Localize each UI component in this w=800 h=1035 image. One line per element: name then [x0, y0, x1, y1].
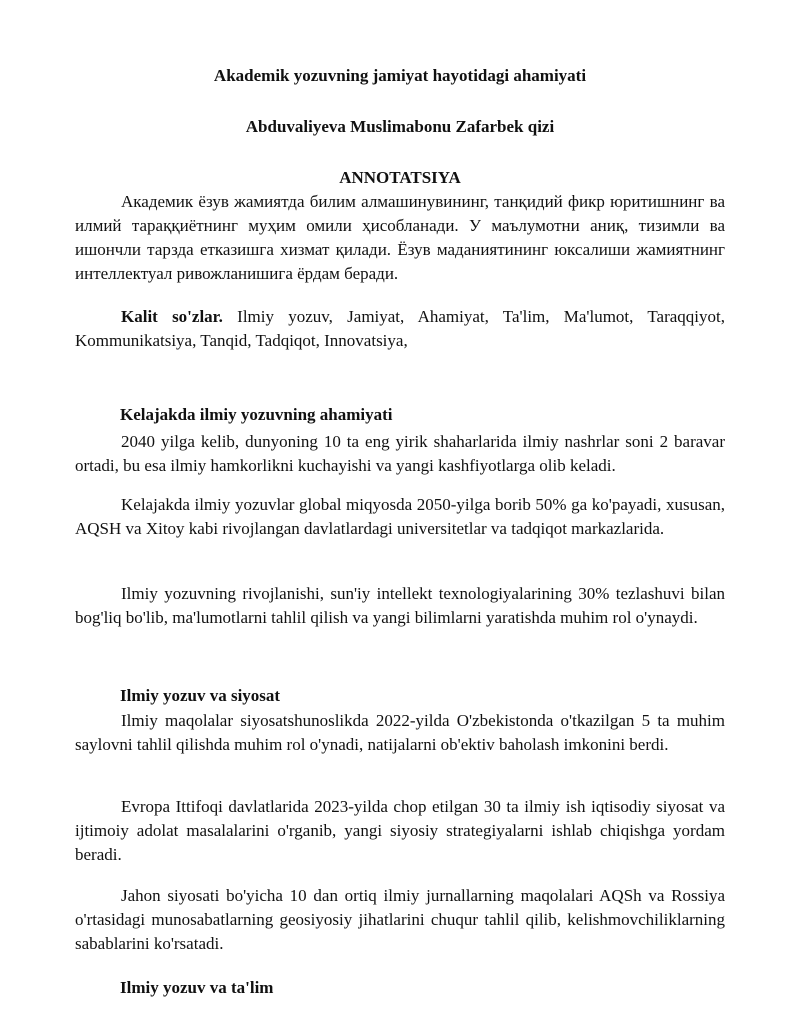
author-name: Abduvaliyeva Muslimabonu Zafarbek qizi [245, 117, 555, 136]
keywords-text: Ilmiy yozuv, Jamiyat, Ahamiyat, Ta'lim, Ma'lumot, Taraqqiyot, Kommunikatsiya, Tanqid, Tadqiqot, Innovatsiya, [75, 307, 725, 350]
future-paragraph-2: Kelajakda ilmiy yozuvlar global miqyosda 2050-yilga borib 50% ga ko'payadi, xususan, AQSH va Xitoy kabi rivojlangan davlatlardagi universitetlar va tadqiqot markazlarida. [75, 495, 725, 538]
future-paragraph-3: Ilmiy yozuvning rivojlanishi, sun'iy intellekt texnologiyalarining 30% tezlashuvi bilan bog'liq bo'lib, ma'lumotlarni tahlil qilish va yangi bilimlarni yaratishda muhim rol o'ynaydi. [75, 584, 725, 627]
abstract-text: Академик ёзув жамиятда билим алмашинувининг, танқидий фикр юритишнинг ва илмий тараққиётнинг муҳим омили ҳисобланади. У маълумотни аниқ, тизимли ва ишончли тарзда етказишга хизмат қилади. Ёзув маданиятининг юксалиши жамиятнинг интеллектуал ривожланишига ёрдам беради. [75, 192, 725, 283]
section-heading-politics: Ilmiy yozuv va siyosat [120, 686, 281, 705]
politics-paragraph-3: Jahon siyosati bo'yicha 10 dan ortiq ilmiy jurnallarning maqolalari AQSh va Rossiya o'rtasidagi munosabatlarning geosiyosiy jihatlarini chuqur tahlil qilib, kelishmovchiliklarning sabablarini ko'rsatadi. [75, 886, 725, 953]
keywords-paragraph [75, 305, 725, 353]
section-heading-future: Kelajakda ilmiy yozuvning ahamiyati [120, 405, 393, 424]
section-heading-education: Ilmiy yozuv va ta'lim [120, 978, 274, 997]
politics-paragraph-1: Ilmiy maqolalar siyosatshunoslikda 2022-yilda O'zbekistonda o'tkazilgan 5 ta muhim saylovni tahlil qilishda muhim rol o'ynadi, natijalarni ob'ektiv baholash imkonini berdi. [75, 711, 725, 754]
politics-paragraph-2: Evropa Ittifoqi davlatlarida 2023-yilda chop etilgan 30 ta ilmiy ish iqtisodiy siyosat va ijtimoiy adolat masalalarini o'rganib, yangi siyosiy strategiyalarni ishlab chiqishga yordam beradi. [75, 797, 725, 864]
keywords-label: Kalit so'zlar. [121, 307, 223, 326]
future-paragraph-1: 2040 yilga kelib, dunyoning 10 ta eng yirik shaharlarida ilmiy nashrlar soni 2 baravar ortadi, bu esa ilmiy hamkorlikni kuchayishi va yangi kashfiyotlarga olib keladi. [75, 432, 725, 475]
abstract-heading: ANNOTATSIYA [339, 168, 461, 187]
document-title: Akademik yozuvning jamiyat hayotidagi ahamiyati [213, 66, 587, 85]
